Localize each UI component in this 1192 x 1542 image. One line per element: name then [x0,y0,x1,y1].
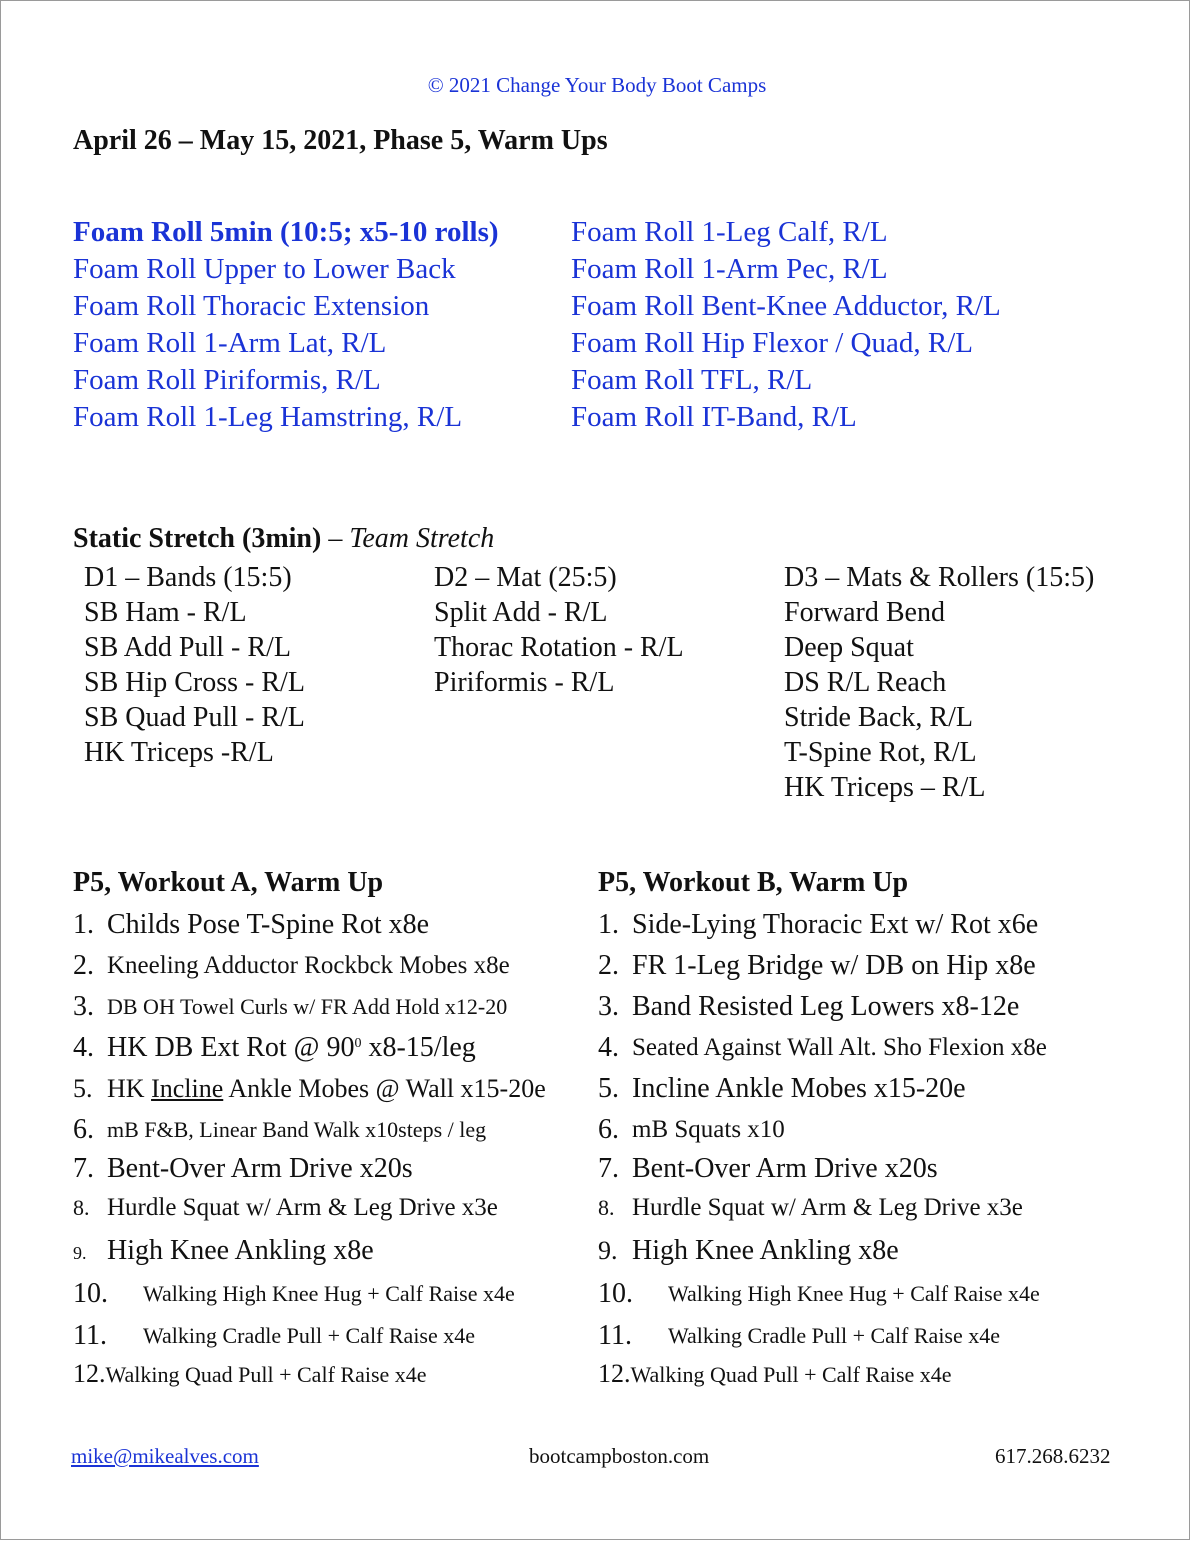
copyright-notice: © 2021 Change Your Body Boot Camps [427,73,767,97]
stretch-column-d1 [84,560,305,770]
list-item [598,1068,966,1109]
underlined-word: Incline [151,1074,224,1103]
list-item [73,1109,487,1150]
stretch-item: Piriformis - R/L [434,667,615,698]
item-number: 2. [73,950,94,981]
foam-roll-item[interactable]: Foam Roll IT-Band, R/L [571,401,857,433]
item-number: 7. [598,1153,619,1184]
list-item [598,1188,1023,1228]
stretch-item: D3 – Mats & Rollers (15:5) [784,562,1095,593]
item-text: High Knee Ankling x8e [632,1235,899,1266]
item-text: Childs Pose T-Spine Rot x8e [107,909,430,940]
list-item [73,986,508,1027]
list-item [73,1027,476,1068]
item-text: DB OH Towel Curls w/ FR Add Hold x12-20 [107,994,508,1019]
list-item [73,1068,546,1109]
item-text [107,1027,476,1068]
item-text: Walking Cradle Pull + Calf Raise x4e [143,1323,476,1348]
item-number: 9. [73,1243,87,1263]
item-number: 11. [598,1320,632,1351]
item-number: 8. [598,1195,615,1220]
item-number: 3. [73,991,94,1022]
stretch-item: SB Ham - R/L [84,597,247,628]
foam-roll-right-column [571,214,1001,436]
foam-roll-item[interactable]: Foam Roll 1-Leg Hamstring, R/L [73,401,463,433]
foam-roll-item[interactable]: Foam Roll 1-Arm Pec, R/L [571,253,888,285]
page-title: April 26 – May 15, 2021, Phase 5, Warm Ups [73,125,608,156]
item-text: mB Squats x10 [632,1116,785,1143]
item-number: 12. [73,1359,106,1388]
list-item [73,1273,515,1315]
list-item [73,1357,427,1391]
item-text-part: x8-15/leg [361,1032,476,1063]
item-text [107,1068,546,1109]
item-number: 1. [73,909,94,940]
static-stretch-dash: – [321,523,350,554]
list-item [598,1357,952,1391]
item-text: Bent-Over Arm Drive x20s [107,1153,413,1184]
stretch-item: Forward Bend [784,597,945,628]
item-text: Bent-Over Arm Drive x20s [632,1153,938,1184]
footer-email-link[interactable]: mike@mikealves.com [71,1444,259,1468]
list-item [73,945,510,986]
item-number: 2. [598,950,619,981]
item-text: Hurdle Squat w/ Arm & Leg Drive x3e [107,1194,498,1221]
foam-roll-item[interactable]: Foam Roll 1-Leg Calf, R/L [571,216,888,248]
static-stretch-subtitle: Team Stretch [349,523,495,554]
list-item [598,1027,1047,1068]
stretch-item: HK Triceps -R/L [84,737,274,768]
list-item [73,1315,476,1357]
item-number: 10. [598,1278,633,1309]
foam-roll-item[interactable]: Foam Roll TFL, R/L [571,364,813,396]
list-item [598,1315,1001,1357]
stretch-column-d3 [784,560,1094,805]
footer-website: bootcampboston.com [529,1444,710,1468]
stretch-item: T-Spine Rot, R/L [784,737,977,768]
workout-a-heading: P5, Workout A, Warm Up [73,867,384,898]
item-text-part: Ankle Mobes @ Wall x15-20e [223,1074,546,1103]
foam-roll-item[interactable]: Foam Roll Bent-Knee Adductor, R/L [571,290,1001,322]
stretch-item: Deep Squat [784,632,914,663]
list-item [598,986,1020,1027]
stretch-item: HK Triceps – R/L [784,772,986,803]
foam-roll-item[interactable]: Foam Roll 1-Arm Lat, R/L [73,327,387,359]
workout-b-list [598,904,1047,1391]
list-item [598,904,1039,945]
list-item [598,1109,952,1150]
item-text: Kneeling Adductor Rockbck Mobes x8e [107,952,510,979]
stretch-item: D2 – Mat (25:5) [434,562,617,593]
foam-roll-item[interactable]: Foam Roll Piriformis, R/L [73,364,381,396]
stretch-item: SB Hip Cross - R/L [84,667,305,698]
list-item [598,1228,952,1273]
item-text: Side-Lying Thoracic Ext w/ Rot x6e [632,909,1039,940]
item-number: 6. [73,1114,94,1145]
stretch-item: D1 – Bands (15:5) [84,562,292,593]
stretch-item: Stride Back, R/L [784,702,973,733]
stretch-item: Split Add - R/L [434,597,608,628]
item-text: Walking Cradle Pull + Calf Raise x4e [668,1323,1001,1348]
footer-phone: 617.268.6232 [995,1444,1111,1468]
item-text: Hurdle Squat w/ Arm & Leg Drive x3e [632,1194,1023,1221]
stretch-item: SB Quad Pull - R/L [84,702,305,733]
stretch-item: Thorac Rotation - R/L [434,632,684,663]
item-number: 11. [73,1320,107,1351]
item-text: High Knee Ankling x8e [107,1235,374,1266]
item-text: Walking High Knee Hug + Calf Raise x4e [668,1281,1040,1306]
workout-b-heading: P5, Workout B, Warm Up [598,867,909,898]
item-number: 7. [73,1153,94,1184]
item-text-part: HK [107,1074,152,1103]
item-number: 8. [73,1195,90,1220]
item-number: 4. [598,1032,619,1063]
item-number: 10. [73,1278,108,1309]
item-number: 6. [598,1114,619,1145]
superscript: 0 [354,1036,362,1051]
list-item [598,945,1036,986]
list-item [73,1228,427,1273]
item-text: FR 1-Leg Bridge w/ DB on Hip x8e [632,950,1036,981]
item-text: Incline Ankle Mobes x15-20e [632,1073,966,1104]
item-number: 3. [598,991,619,1022]
item-text: mB F&B, Linear Band Walk x10steps / leg [107,1117,487,1142]
item-number: 5. [598,1073,619,1104]
stretch-column-d2 [434,560,684,700]
item-text: Walking Quad Pull + Calf Raise x4e [630,1362,952,1387]
list-item [598,1150,952,1188]
workout-a-list [73,904,546,1391]
list-item [73,1188,498,1228]
item-number: 12. [598,1359,631,1388]
static-stretch-title: Static Stretch (3min) [73,523,322,554]
foam-roll-left-column [73,214,499,436]
item-text: Walking Quad Pull + Calf Raise x4e [105,1362,427,1387]
item-text: Walking High Knee Hug + Calf Raise x4e [143,1281,515,1306]
foam-roll-item[interactable]: Foam Roll 5min (10:5; x5-10 rolls) [73,216,499,248]
item-number: 9. [598,1236,618,1265]
list-item [73,904,430,945]
item-number: 4. [73,1032,94,1063]
foam-roll-item[interactable]: Foam Roll Hip Flexor / Quad, R/L [571,327,973,359]
static-stretch-heading [73,523,494,555]
stretch-item: DS R/L Reach [784,667,947,698]
foam-roll-item[interactable]: Foam Roll Upper to Lower Back [73,253,456,285]
item-text: Band Resisted Leg Lowers x8-12e [632,991,1020,1022]
item-number: 5. [73,1074,93,1103]
stretch-item: SB Add Pull - R/L [84,632,291,663]
list-item [598,1273,1040,1315]
list-item [73,1150,427,1188]
foam-roll-item[interactable]: Foam Roll Thoracic Extension [73,290,430,322]
item-number: 1. [598,909,619,940]
item-text-part: HK DB Ext Rot @ 90 [107,1032,355,1063]
item-text: Seated Against Wall Alt. Sho Flexion x8e [632,1034,1047,1061]
